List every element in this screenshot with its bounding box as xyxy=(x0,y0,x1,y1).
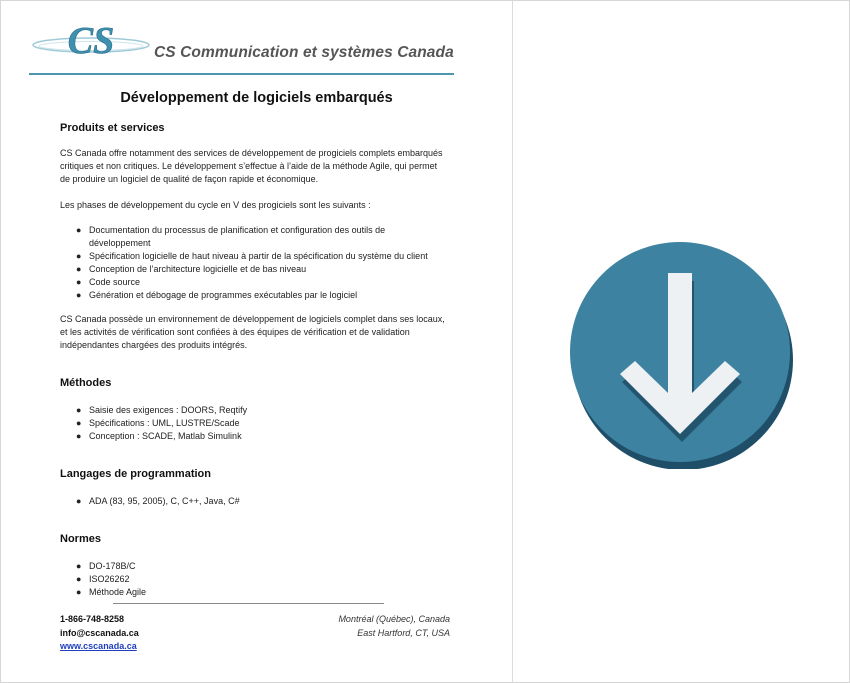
bullet-icon: ● xyxy=(76,277,82,287)
list-item xyxy=(60,289,455,302)
list-item xyxy=(60,430,455,443)
bullet-icon: ● xyxy=(76,561,82,571)
text-line: Spécification logicielle de haut niveau à partir de la spécification du système du client xyxy=(89,251,428,261)
products-paragraph-2: Les phases de développement du cycle en V des progiciels sont les suivants : xyxy=(60,200,371,210)
svg-text:CS: CS xyxy=(67,20,115,62)
section-heading-norms: Normes xyxy=(60,533,101,545)
text-line: Génération et débogage de programmes exécutables par le logiciel xyxy=(89,290,358,300)
bullet-icon: ● xyxy=(76,405,82,415)
footer-location-1: Montréal (Québec), Canada xyxy=(338,614,450,624)
list-item xyxy=(60,495,455,508)
text-line: critiques et non critiques. Le développement s’effectue à l’aide de la méthode Agile, qui permet xyxy=(60,161,438,171)
footer-contact xyxy=(60,613,139,654)
text-line: indépendantes chargées des produits intégrés. xyxy=(60,340,248,350)
text-line: CS Canada possède un environnement de développement de logiciels complet dans ses locaux, xyxy=(60,314,445,324)
list-item xyxy=(60,560,455,573)
text-line: et les activités de vérification sont confiées à des équipes de vérification et de validation xyxy=(60,327,410,337)
bullet-icon: ● xyxy=(76,587,82,597)
products-paragraph-3 xyxy=(60,313,455,352)
text-line: développement xyxy=(89,238,151,248)
bullet-icon: ● xyxy=(76,496,82,506)
bullet-icon: ● xyxy=(76,418,82,428)
bullet-icon: ● xyxy=(76,431,82,441)
company-name: CS Communication et systèmes Canada xyxy=(154,44,454,61)
section-heading-languages: Langages de programmation xyxy=(60,468,211,480)
cs-logo-icon xyxy=(29,19,154,65)
text-line: CS Canada offre notamment des services de développement de progiciels complets embarqués xyxy=(60,148,443,158)
section-heading-products: Produits et services xyxy=(60,122,165,134)
methods-list xyxy=(60,404,455,443)
bullet-icon: ● xyxy=(76,264,82,274)
text-line: Spécifications : UML, LUSTRE/Scade xyxy=(89,418,240,428)
footer-rule xyxy=(113,603,384,604)
list-item xyxy=(60,573,455,586)
footer-email: info@cscanada.ca xyxy=(60,627,139,638)
text-line: Code source xyxy=(89,277,141,287)
footer-locations xyxy=(338,613,450,640)
text-line: Documentation du processus de planification et configuration des outils de xyxy=(89,225,386,235)
phases-list xyxy=(60,224,455,302)
download-arrow-icon[interactable] xyxy=(567,239,797,469)
document-page xyxy=(1,1,512,682)
list-item xyxy=(60,263,455,276)
list-item xyxy=(60,586,455,599)
products-paragraph-1 xyxy=(60,147,455,186)
download-panel xyxy=(513,1,849,682)
bullet-icon: ● xyxy=(76,290,82,300)
section-heading-methods: Méthodes xyxy=(60,377,112,389)
text-line: ADA (83, 95, 2005), C, C++, Java, C# xyxy=(89,496,240,506)
text-line: Saisie des exigences : DOORS, Reqtify xyxy=(89,405,248,415)
footer-location-2: East Hartford, CT, USA xyxy=(357,627,450,638)
norms-list xyxy=(60,560,455,599)
header-rule xyxy=(29,73,454,75)
list-item xyxy=(60,250,455,263)
list-item xyxy=(60,417,455,430)
footer-phone: 1-866-748-8258 xyxy=(60,614,125,624)
list-item xyxy=(60,404,455,417)
bullet-icon: ● xyxy=(76,225,82,235)
page-title: Développement de logiciels embarqués xyxy=(120,90,393,106)
footer-website-link[interactable]: www.cscanada.ca xyxy=(60,641,137,651)
languages-list xyxy=(60,495,455,508)
bullet-icon: ● xyxy=(76,251,82,261)
text-line: Conception : SCADE, Matlab Simulink xyxy=(89,431,242,441)
bullet-icon: ● xyxy=(76,574,82,584)
text-line: DO-178B/C xyxy=(89,561,136,571)
text-line: ISO26262 xyxy=(89,574,130,584)
text-line: Méthode Agile xyxy=(89,587,147,597)
text-line: Conception de l’architecture logicielle et de bas niveau xyxy=(89,264,307,274)
text-line: de produire un logiciel de qualité de façon rapide et économique. xyxy=(60,174,319,184)
list-item xyxy=(60,224,455,250)
list-item xyxy=(60,276,455,289)
